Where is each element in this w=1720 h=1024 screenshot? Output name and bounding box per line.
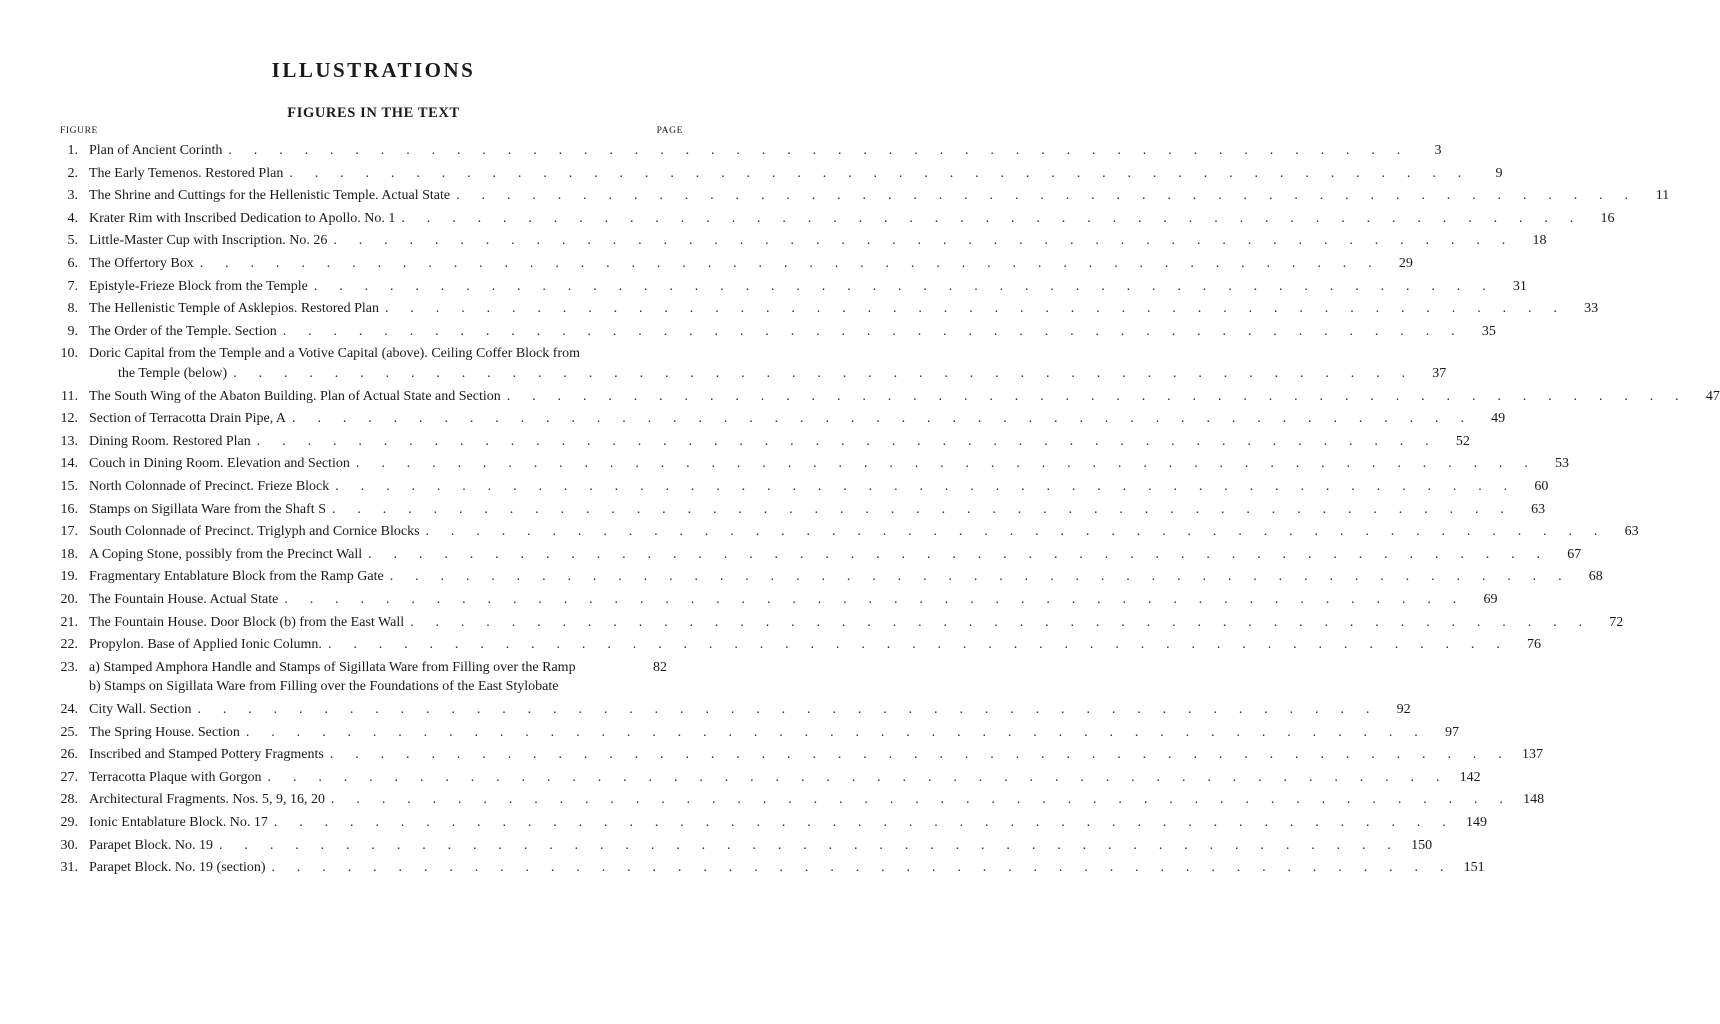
figure-title: Terracotta Plaque with Gorgon — [89, 769, 262, 785]
figure-title: Couch in Dining Room. Elevation and Section — [89, 456, 350, 472]
page-number: 142 — [1459, 769, 1481, 785]
figure-entry — [0, 210, 1615, 234]
page-column-header: PAGE — [656, 126, 683, 136]
figure-title: Section of Terracotta Drain Pipe, A — [89, 411, 287, 427]
leader-dots: . . . . . . . . . . . . . . . . . . . . . . . . . . . . . . . . . . . . . . . . . . . . . . . — [199, 256, 1381, 271]
figure-title-line — [89, 569, 1603, 585]
figure-title: The Offertory Box — [89, 256, 194, 271]
figure-entry — [0, 747, 1543, 770]
page-number: 68 — [1588, 569, 1603, 585]
page-number: 60 — [1534, 479, 1549, 494]
leader-dots: . . . . . . . . . . . . . . . . . . . . . . . . . . . . . . . . . . . . . . . . . . . . . . . — [410, 614, 1592, 630]
figure-number: 7. — [67, 278, 78, 294]
leader-dots: . . . . . . . . . . . . . . . . . . . . . . . . . . . . . . . . . . . . . . . . . . . . . . . — [273, 815, 1455, 830]
leader-dots: . . . . . . . . . . . . . . . . . . . . . . . . . . . . . . . . . . . . . . . . . . . . . . . — [355, 456, 1538, 472]
figure-number: 2. — [67, 165, 78, 181]
figure-entry — [0, 860, 1485, 883]
figure-number: 17. — [60, 524, 78, 540]
figure-title: Krater Rim with Inscribed Dedication to Apollo. No. 1 — [89, 210, 396, 226]
figure-title-line — [89, 301, 1599, 317]
figure-number: 5. — [67, 233, 78, 249]
leader-dots: . . . . . . . . . . . . . . . . . . . . . . . . . . . . . . . . . . . . . . . . . . . . . . . — [219, 837, 1401, 853]
figure-title: Plan of Ancient Corinth — [89, 143, 223, 158]
figure-title: Inscribed and Stamped Pottery Fragments — [89, 747, 324, 763]
figure-title: Parapet Block. No. 19 — [89, 837, 214, 853]
leader-dots: . . . . . . . . . . . . . . . . . . . . . . . . . . . . . . . . . . . . . . . . . . . . . . . — [292, 411, 1474, 427]
figure-number: 13. — [60, 433, 78, 449]
figure-title-line — [89, 679, 667, 695]
page-number: 53 — [1555, 456, 1570, 472]
figure-number: 22. — [60, 637, 78, 653]
figure-entry — [0, 188, 1670, 211]
figure-title-line — [89, 860, 1485, 876]
leader-dots: . . . . . . . . . . . . . . . . . . . . . . . . . . . . . . . . . . . . . . . . . . . . . . . — [284, 592, 1466, 607]
figure-title: The Early Temenos. Restored Plan — [89, 165, 284, 181]
figure-entry — [0, 278, 1527, 302]
figure-entry — [0, 388, 1720, 412]
figure-title-line — [89, 637, 1542, 653]
figure-number: 11. — [61, 388, 78, 404]
page-number: 52 — [1455, 433, 1470, 449]
figure-title: a) Stamped Amphora Handle and Stamps of Sigillata Ware from Filling over the Ramp — [89, 659, 576, 675]
page-title: ILLUSTRATIONS — [271, 58, 476, 82]
figure-entry — [0, 660, 747, 702]
figure-entry — [0, 301, 1599, 324]
figure-entry — [0, 524, 1639, 547]
page-number: 72 — [1609, 614, 1624, 630]
figure-title-line — [89, 479, 1549, 495]
figure-title: b) Stamps on Sigillata Ware from Filling over the Foundations of the East Stylobate — [89, 679, 559, 695]
figure-number: 24. — [60, 702, 78, 717]
figure-entry — [0, 233, 1547, 256]
page-number: 29 — [1398, 256, 1413, 271]
figure-number: 4. — [67, 210, 78, 226]
figure-entry — [0, 143, 1442, 166]
leader-dots: . . . . . . . . . . . . . . . . . . . . . . . . . . . . . . . . . . . . . . . . . . . . . . . — [368, 546, 1550, 562]
figure-title-line — [89, 815, 1487, 831]
leader-dots: . . . . . . . . . . . . . . . . . . . . . . . . . . . . . . . . . . . . . . . . . . . . . . . — [333, 233, 1515, 249]
figure-title: The Fountain House. Actual State — [89, 592, 279, 607]
page-number: 92 — [1396, 702, 1411, 717]
figure-entry — [0, 724, 1459, 748]
figure-title-line — [89, 592, 1498, 608]
figure-title-line — [89, 210, 1615, 227]
figure-number: 28. — [60, 792, 78, 808]
page-number: 9 — [1495, 165, 1503, 181]
figure-number: 8. — [67, 301, 78, 317]
figure-number: 6. — [67, 256, 78, 271]
figure-title: The Hellenistic Temple of Asklepios. Restored Plan — [89, 301, 379, 317]
page-number: 18 — [1532, 233, 1547, 249]
figure-entry — [0, 837, 1433, 861]
page-number: 47 — [1705, 388, 1720, 404]
figure-title-line — [118, 365, 1447, 382]
figure-entry — [0, 165, 1503, 189]
leader-dots: . . . . . . . . . . . . . . . . . . . . . . . . . . . . . . . . . . . . . . . . . . . . . . . — [331, 501, 1514, 517]
leader-dots: . . . . . . . . . . . . . . . . . . . . . . . . . . . . . . . . . . . . . . . . . . . . . . . — [197, 702, 1379, 717]
figure-title: Architectural Fragments. Nos. 5, 9, 16, 20 — [89, 792, 326, 808]
figure-title-line — [89, 433, 1470, 450]
figure-number: 9. — [67, 323, 78, 339]
figure-title-line — [89, 747, 1543, 763]
figure-title-line — [89, 143, 1442, 159]
leader-dots: . . . . . . . . . . . . . . . . . . . . . . . . . . . . . . . . . . . . . . . . . . . . . . . — [506, 388, 1688, 404]
figure-title-line — [89, 278, 1527, 295]
figure-title: Stamps on Sigillata Ware from the Shaft S — [89, 501, 326, 517]
leader-dots: . . . . . . . . . . . . . . . . . . . . . . . . . . . . . . . . . . . . . . . . . . . . . . . — [425, 524, 1607, 540]
figure-title: North Colonnade of Precinct. Frieze Block — [89, 479, 330, 494]
figure-number: 27. — [60, 769, 78, 785]
leader-dots: . . . . . . . . . . . . . . . . . . . . . . . . . . . . . . . . . . . . . . . . . . . . . . . — [329, 747, 1511, 763]
figure-entry — [0, 411, 1506, 434]
leader-dots: . . . . . . . . . . . . . . . . . . . . . . . . . . . . . . . . . . . . . . . . . . . . . . . — [389, 569, 1571, 585]
figure-entry — [0, 433, 1470, 457]
page-number: 76 — [1527, 637, 1542, 653]
figure-title-line — [89, 256, 1413, 272]
figure-title-line — [89, 323, 1496, 340]
leader-dots: . . . . . . . . . . . . . . . . . . . . . . . . . . . . . . . . . . . . . . . . . . . . . . . — [245, 724, 1427, 740]
figure-number: 21. — [60, 614, 78, 630]
figure-title-line — [89, 660, 667, 676]
figure-title: Ionic Entablature Block. No. 17 — [89, 815, 268, 830]
figure-entry — [0, 346, 1447, 388]
figure-title-line — [89, 614, 1624, 631]
figure-number: 23. — [60, 659, 78, 675]
figure-title-line — [89, 724, 1459, 741]
figure-entry — [0, 256, 1413, 279]
figure-title-line — [89, 388, 1720, 405]
figure-entry — [0, 569, 1603, 592]
page-number: 151 — [1463, 860, 1485, 876]
figure-entry — [0, 792, 1545, 815]
page-number: 97 — [1444, 724, 1459, 740]
figure-title: Parapet Block. No. 19 (section) — [89, 860, 266, 876]
page-number: 31 — [1512, 278, 1527, 294]
figure-number: 1. — [67, 143, 78, 158]
figure-title-line — [89, 456, 1570, 472]
figure-title-line — [89, 546, 1582, 563]
page-number: 150 — [1411, 837, 1433, 853]
page-number: 63 — [1624, 524, 1639, 540]
figure-number: 26. — [60, 747, 78, 763]
figure-title-line — [89, 702, 1411, 718]
leader-dots: . . . . . . . . . . . . . . . . . . . . . . . . . . . . . . . . . . . . . . . . . . . . . . . — [267, 769, 1449, 785]
figure-title: Propylon. Base of Applied Ionic Column. — [89, 637, 322, 653]
leader-dots: . . . . . . . . . . . . . . . . . . . . . . . . . . . . . . . . . . . . . . . . . . . . . . . — [331, 792, 1513, 808]
leader-dots: . . . . . . . . . . . . . . . . . . . . . . . . . . . . . . . . . . . . . . . . . . . . . . . — [289, 165, 1471, 181]
figure-entry — [0, 479, 1549, 502]
page-number: 69 — [1483, 592, 1498, 607]
figure-number: 20. — [60, 592, 78, 607]
figure-entry — [0, 815, 1487, 838]
figure-entry — [0, 323, 1496, 347]
figure-number: 25. — [60, 724, 78, 740]
figure-number: 29. — [60, 815, 78, 830]
figure-title-line — [89, 792, 1545, 808]
section-subtitle: FIGURES IN THE TEXT — [287, 105, 460, 121]
page-number: 82 — [653, 659, 667, 675]
figure-title: The Order of the Temple. Section — [89, 323, 277, 339]
figure-title: Dining Room. Restored Plan — [89, 433, 251, 449]
page-number: 49 — [1491, 411, 1506, 427]
page-number: 35 — [1481, 323, 1496, 339]
page-number: 33 — [1584, 301, 1599, 317]
figure-number: 3. — [67, 188, 78, 204]
page-number: 16 — [1600, 210, 1615, 226]
figure-title-line — [89, 165, 1503, 182]
leader-dots: . . . . . . . . . . . . . . . . . . . . . . . . . . . . . . . . . . . . . . . . . . . . . . . — [313, 278, 1495, 294]
figure-title-line — [89, 837, 1433, 854]
leader-dots: . . . . . . . . . . . . . . . . . . . . . . . . . . . . . . . . . . . . . . . . . . . . . . . — [256, 433, 1438, 449]
leader-dots: . . . . . . . . . . . . . . . . . . . . . . . . . . . . . . . . . . . . . . . . . . . . . . . — [385, 301, 1567, 317]
figure-title: City Wall. Section — [89, 702, 192, 717]
leader-dots: . . . . . . . . . . . . . . . . . . . . . . . . . . . . . . . . . . . . . . . . . . . . . . . — [327, 637, 1510, 653]
figure-title-line — [89, 501, 1546, 518]
figure-title: The Spring House. Section — [89, 724, 240, 740]
figure-title: Epistyle-Frieze Block from the Temple — [89, 278, 308, 294]
page-number: 37 — [1432, 365, 1447, 381]
leader-dots: . . . . . . . . . . . . . . . . . . . . . . . . . . . . . . . . . . . . . . . . . . . . . . . — [282, 323, 1464, 339]
figure-title: South Colonnade of Precinct. Triglyph and Cornice Blocks — [89, 524, 420, 540]
figure-title: A Coping Stone, possibly from the Precinct Wall — [89, 546, 363, 562]
figure-title-line — [89, 524, 1639, 540]
figure-column-header: FIGURE — [60, 126, 98, 136]
figure-title: The Fountain House. Door Block (b) from the East Wall — [89, 614, 405, 630]
figure-entry — [0, 592, 1498, 615]
figure-title-line — [89, 346, 667, 362]
figure-number: 14. — [60, 456, 78, 472]
figure-title: Little-Master Cup with Inscription. No. 26 — [89, 233, 328, 249]
figure-title: Doric Capital from the Temple and a Votive Capital (above). Ceiling Coffer Block from — [89, 346, 580, 362]
figure-entry — [0, 637, 1542, 660]
figure-number: 18. — [60, 546, 78, 562]
figure-number: 10. — [60, 346, 78, 362]
figure-title-line — [89, 233, 1547, 249]
leader-dots: . . . . . . . . . . . . . . . . . . . . . . . . . . . . . . . . . . . . . . . . . . . . . . . — [271, 860, 1453, 876]
page-number: 149 — [1465, 815, 1487, 830]
figure-title: The South Wing of the Abaton Building. Plan of Actual State and Section — [89, 388, 501, 404]
figure-entry — [0, 702, 1411, 725]
figure-number: 12. — [60, 411, 78, 427]
page-number: 148 — [1523, 792, 1545, 808]
leader-dots: . . . . . . . . . . . . . . . . . . . . . . . . . . . . . . . . . . . . . . . . . . . . . . . — [228, 143, 1410, 158]
figure-number: 30. — [60, 837, 78, 853]
figure-number: 16. — [60, 501, 78, 517]
figure-entry — [0, 769, 1481, 793]
figure-entry — [0, 546, 1582, 570]
figure-entry — [0, 501, 1546, 525]
leader-dots: . . . . . . . . . . . . . . . . . . . . . . . . . . . . . . . . . . . . . . . . . . . . . . . — [233, 365, 1415, 381]
figure-title-line — [89, 411, 1506, 427]
figure-entry — [0, 456, 1570, 479]
figure-title-line — [89, 769, 1481, 786]
leader-dots: . . . . . . . . . . . . . . . . . . . . . . . . . . . . . . . . . . . . . . . . . . . . . . . — [335, 479, 1517, 494]
figure-number: 31. — [60, 860, 78, 876]
figure-title: The Shrine and Cuttings for the Hellenistic Temple. Actual State — [89, 188, 451, 204]
page-number: 137 — [1521, 747, 1543, 763]
page-number: 63 — [1531, 501, 1546, 517]
figure-number: 15. — [60, 479, 78, 494]
figure-title-line — [89, 188, 1670, 204]
figure-title: Fragmentary Entablature Block from the Ramp Gate — [89, 569, 384, 585]
leader-dots: . . . . . . . . . . . . . . . . . . . . . . . . . . . . . . . . . . . . . . . . . . . . . . . — [401, 210, 1583, 226]
page-number: 11 — [1655, 188, 1670, 204]
figure-number: 19. — [60, 569, 78, 585]
figure-entry — [0, 614, 1624, 638]
figure-title: the Temple (below) — [118, 365, 228, 381]
page-number: 3 — [1434, 143, 1442, 158]
leader-dots: . . . . . . . . . . . . . . . . . . . . . . . . . . . . . . . . . . . . . . . . . . . . . . . — [456, 188, 1638, 204]
page-number: 67 — [1567, 546, 1582, 562]
